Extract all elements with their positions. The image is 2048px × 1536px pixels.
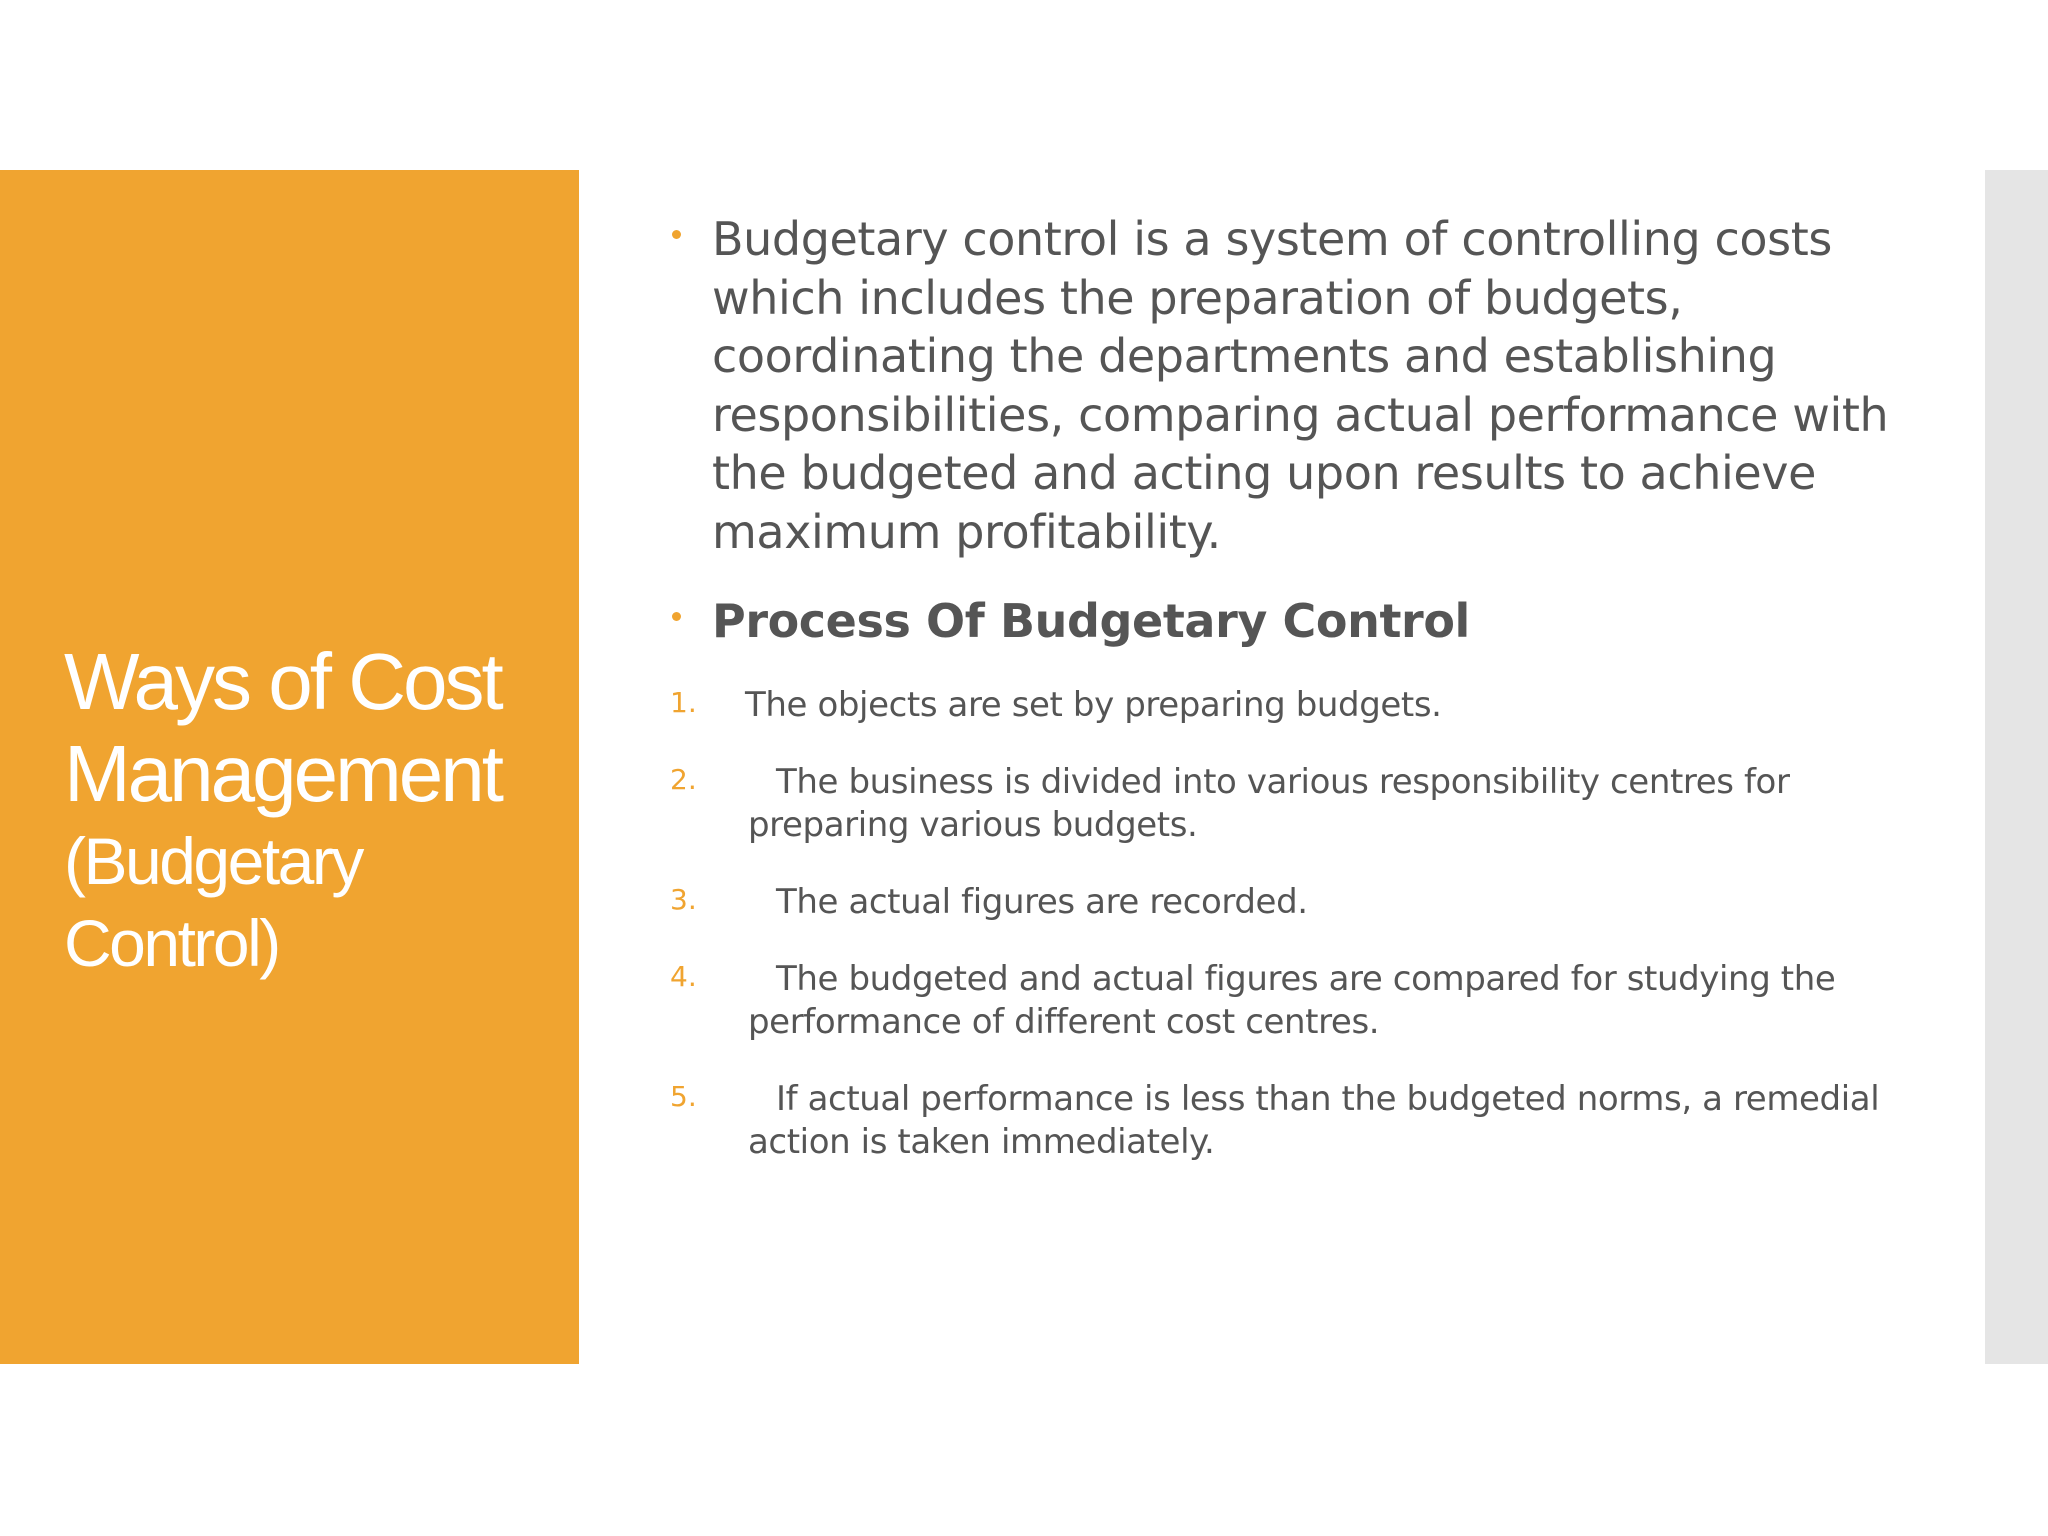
bullet-dot-icon	[672, 612, 681, 621]
list-item-text: If actual performance is less than the budgeted norms, a remedial action is taken immediately.	[748, 1079, 1880, 1162]
slide-title-line-2: Management	[64, 729, 501, 818]
list-item-number: 2.	[670, 763, 697, 796]
bullet-text: Process Of Budgetary Control	[712, 594, 1470, 648]
list-item-text: The objects are set by preparing budgets.	[745, 685, 1442, 725]
list-item-number: 5.	[670, 1080, 697, 1113]
list-item-number: 4.	[670, 960, 697, 993]
slide-subtitle: (Budgetary Control)	[64, 824, 362, 980]
list-item-text: The business is divided into various responsibility centres for preparing various budgets.	[748, 762, 1790, 845]
list-item-number: 1.	[670, 686, 697, 719]
slide-content	[668, 0, 1968, 1536]
slide-title-line-1: Ways of Cost	[64, 637, 501, 726]
slide-title	[64, 636, 564, 984]
bullet-text: Budgetary control is a system of controlling costs which includes the preparation of budgets, coordinating the departments and establishing responsibilities, comparing actual performance with the budgeted and acting upon results to achieve maximum profitability.	[712, 212, 1889, 559]
bullet-dot-icon	[672, 230, 681, 239]
list-item-number: 3.	[670, 883, 697, 916]
list-item-text: The budgeted and actual figures are compared for studying the performance of different cost centres.	[748, 959, 1836, 1042]
right-edge-strip	[1985, 170, 2048, 1364]
list-item-text: The actual figures are recorded.	[776, 882, 1308, 922]
